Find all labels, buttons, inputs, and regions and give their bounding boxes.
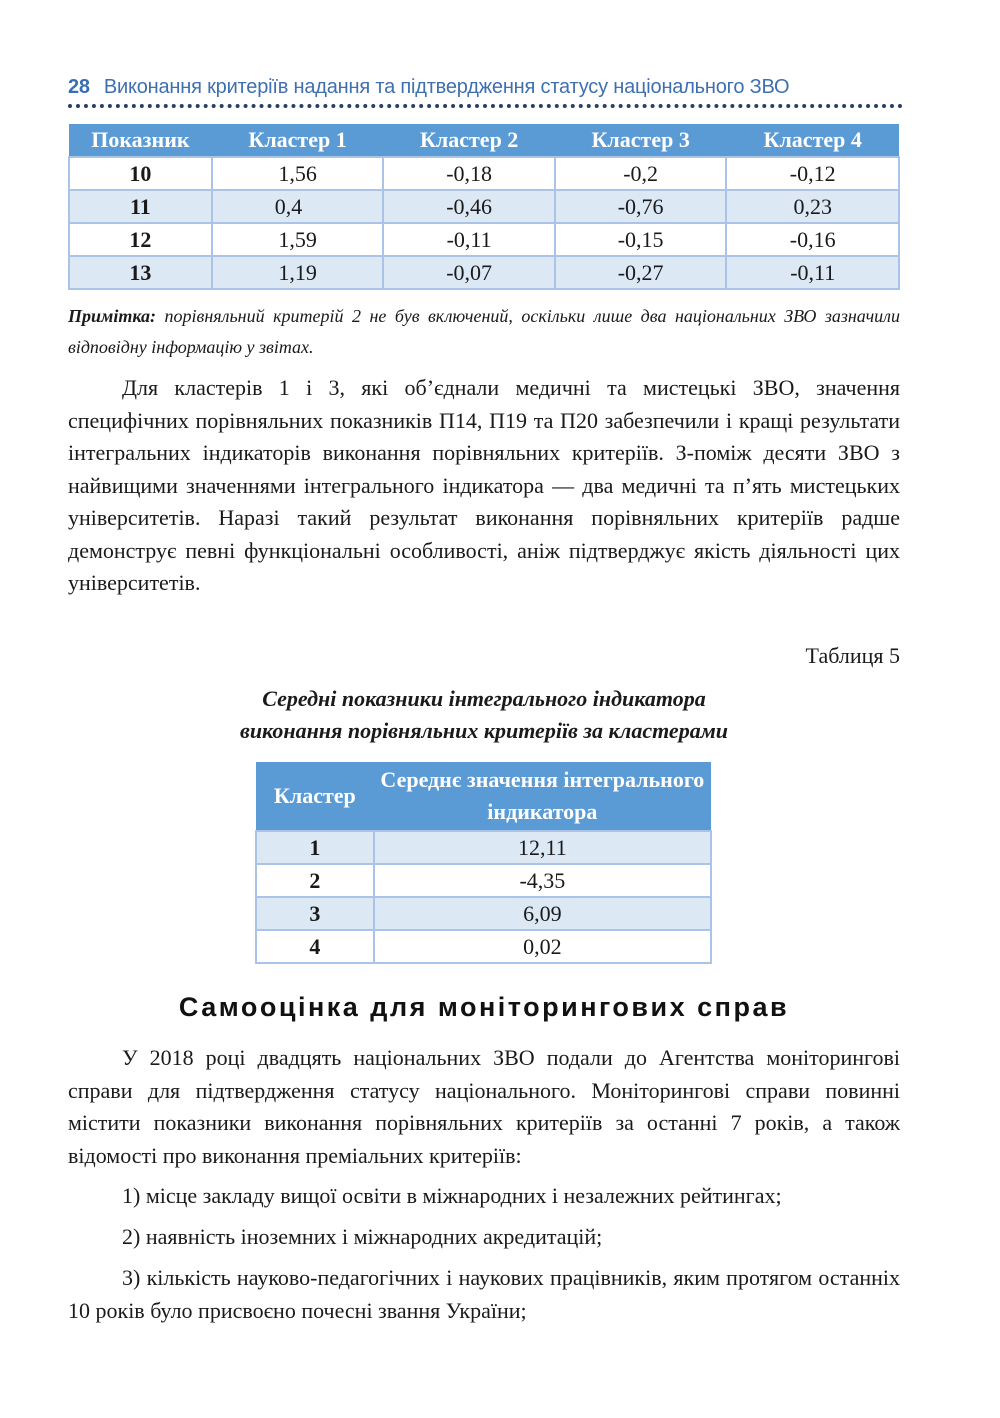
value-cell: 0,02 [374,930,711,963]
value-cell: 1,19 [212,256,384,289]
value-cell: 1,59 [212,223,384,256]
table-row [256,897,711,930]
table-row [256,831,711,864]
value-cell: 1,56 [212,157,384,190]
value-cell: 0,4 [212,190,384,223]
column-header: Кластер [256,762,374,831]
section-heading: Самооцінка для моніторингових справ [178,992,790,1022]
note-label: Примітка: [68,306,157,326]
value-cell: 6,09 [374,897,711,930]
value-cell: -0,07 [383,256,555,289]
table-row [69,223,899,256]
list-item: 3) кількість науково-педагогічних і наукових працівників, яким протягом останніх 10 років було присвоєно почесні звання України; [68,1265,900,1323]
table-number-label: Таблиця 5 [805,643,900,668]
table-row [69,157,899,190]
table-row [256,930,711,963]
table-header-row [69,124,899,157]
column-header: Середнє значення інтегрального індикатора [374,762,711,831]
table-header-row [256,762,711,831]
paragraph-monitoring: У 2018 році двадцять національних ЗВО подали до Агентства моніторингові справи для підтвердження статусу національного. Моніторингові справи повинні містити показники виконання порівняльних критеріїв за останні 7 років, а також відомості про виконання преміальних критеріїв: [68,1045,900,1168]
value-cell: -0,11 [726,256,899,289]
indicator-cell: 10 [69,157,212,190]
cluster-cell: 1 [256,831,374,864]
value-cell: -0,12 [726,157,899,190]
value-cell: 0,23 [726,190,899,223]
column-header: Кластер 1 [212,124,384,157]
list-item: 2) наявність іноземних і міжнародних акредитацій; [122,1224,603,1249]
value-cell: -0,76 [555,190,727,223]
column-header: Кластер 4 [726,124,899,157]
cluster-cell: 3 [256,897,374,930]
table-title-line: виконання порівняльних критеріїв за кластерами [239,718,729,743]
value-cell: -0,2 [555,157,727,190]
column-header: Кластер 2 [383,124,555,157]
value-cell: -4,35 [374,864,711,897]
table-row [69,256,899,289]
running-title: Виконання критеріїв надання та підтвердження статусу національного ЗВО [103,76,790,98]
cluster-cell: 2 [256,864,374,897]
running-header [68,76,903,106]
value-cell: -0,15 [555,223,727,256]
header-divider [68,104,903,108]
list-item: 1) місце закладу вищої освіти в міжнародних і незалежних рейтингах; [122,1183,782,1208]
table-note [68,301,900,363]
table-row [69,190,899,223]
value-cell: -0,11 [383,223,555,256]
note-text: порівняльний критерій 2 не був включений, оскільки лише два національних ЗВО зазначили відповідну інформацію у звітах. [68,306,900,357]
value-cell: -0,18 [383,157,555,190]
page-number: 28 [68,76,90,98]
value-cell: -0,27 [555,256,727,289]
cluster-indicators-table [68,124,900,290]
indicator-cell: 11 [69,190,212,223]
value-cell: -0,46 [383,190,555,223]
indicator-cell: 13 [69,256,212,289]
paragraph-clusters: Для кластерів 1 і 3, які об’єднали медичні та мистецькі ЗВО, значення специфічних порівняльних показників П14, П19 та П20 забезпечили і кращі результати інтегральних індикаторів виконання порівняльних критеріїв. З-поміж десяти ЗВО з найвищими значеннями інтегрального індикатора — два медичні та п’ять мистецьких університетів. Наразі такий результат виконання порівняльних критеріїв радше демонструє певні функціональні особливості, аніж підтверджує якість діяльності цих університетів. [68,375,900,595]
cluster-cell: 4 [256,930,374,963]
column-header: Показник [69,124,212,157]
table-title-line: Середні показники інтегрального індикатора [262,686,706,711]
cluster-averages-table [255,762,712,964]
table-title [68,683,900,747]
column-header: Кластер 3 [555,124,727,157]
value-cell: 12,11 [374,831,711,864]
value-cell: -0,16 [726,223,899,256]
indicator-cell: 12 [69,223,212,256]
table-row [256,864,711,897]
